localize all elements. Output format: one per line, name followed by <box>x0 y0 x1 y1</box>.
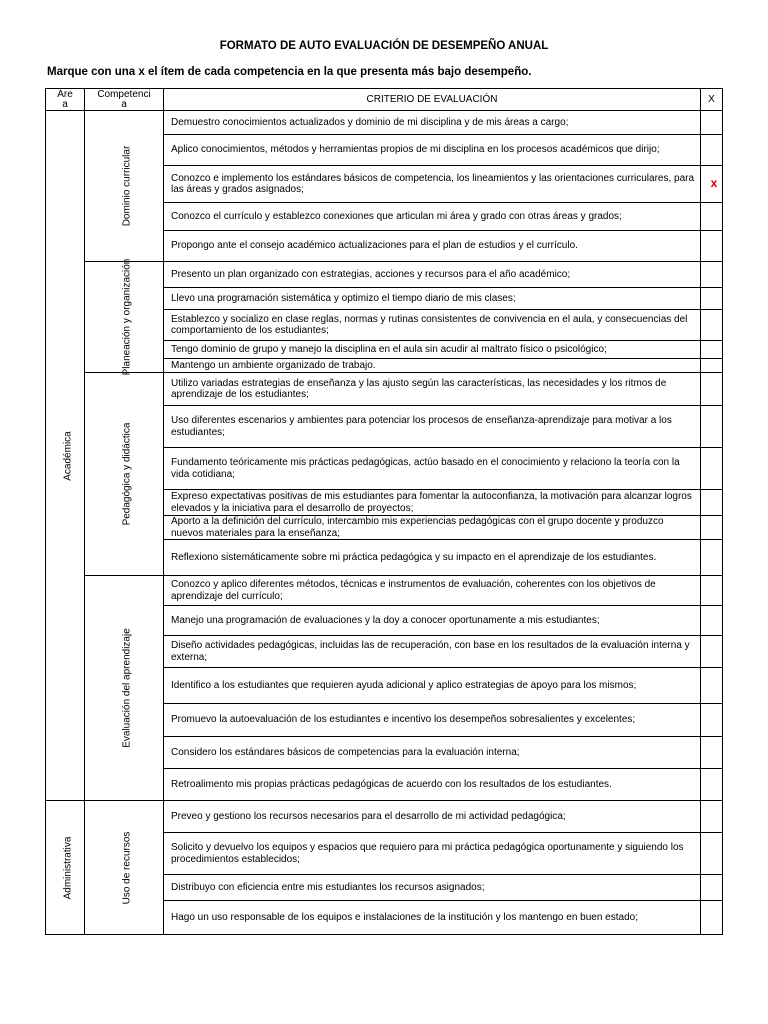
criterion-text: Identifico a los estudiantes que requieren ayuda adicional y aplico estrategias de apoyo para los mismos; <box>164 668 701 704</box>
criterion-text: Considero los estándares básicos de competencias para la evaluación interna; <box>164 737 701 769</box>
competence-label: Dominio curricular <box>120 145 132 227</box>
mark-cell[interactable] <box>701 516 723 540</box>
criterion-text: Conozco el currículo y establezco conexiones que articulan mi área y grado con otras áreas y grados; <box>164 203 701 231</box>
criterion-text: Fundamento teóricamente mis prácticas pedagógicas, actúo basado en el conocimiento y relaciono la teoría con la vida cotidiana; <box>164 448 701 490</box>
instructions-text: Marque con una x el ítem de cada competencia en la que presenta más bajo desempeño. <box>47 66 532 78</box>
competence-cell <box>85 258 164 376</box>
criterion-text: Establezco y socializo en clase reglas, normas y rutinas consistentes de convivencia en el aula, y consecuencias del comportamiento de los estudiantes; <box>164 310 701 341</box>
criterion-text: Retroalimento mis propias prácticas pedagógicas de acuerdo con los resultados de los estudiantes. <box>164 769 701 801</box>
competence-label: Uso de recursos <box>120 831 132 904</box>
criterion-header: CRITERIO DE EVALUACIÓN <box>164 89 701 111</box>
mark-cell[interactable] <box>701 668 723 704</box>
criterion-text: Presento un plan organizado con estrategias, acciones y recursos para el año académico; <box>164 262 701 288</box>
competence-label: Planeación y organización <box>120 258 132 376</box>
mark-cell[interactable] <box>701 833 723 875</box>
criterion-text: Expreso expectativas positivas de mis estudiantes para fomentar la autoconfianza, la motivación para alcanzar logros elevados y la iniciativa para el desarrollo de proyectos; <box>164 490 701 516</box>
criterion-text: Reflexiono sistemáticamente sobre mi práctica pedagógica y su impacto en el aprendizaje de los estudiantes. <box>164 540 701 576</box>
mark-header: X <box>701 89 723 111</box>
header-row <box>46 89 723 111</box>
competence-cell <box>85 111 164 262</box>
mark-cell[interactable] <box>701 540 723 576</box>
mark-cell[interactable] <box>701 875 723 901</box>
competence-header <box>85 89 164 111</box>
mark-cell[interactable]: x <box>701 166 723 203</box>
area-label: Académica <box>61 430 73 481</box>
competence-label: Evaluación del aprendizaje <box>120 628 132 748</box>
area-label: Administrativa <box>61 836 73 899</box>
mark-cell[interactable] <box>701 737 723 769</box>
mark-cell[interactable] <box>701 341 723 359</box>
mark-cell[interactable] <box>701 448 723 490</box>
competence-cell <box>85 373 164 576</box>
table-body <box>46 111 723 935</box>
mark-cell[interactable] <box>701 288 723 310</box>
mark-cell[interactable] <box>701 111 723 135</box>
mark-cell[interactable] <box>701 606 723 636</box>
criterion-text: Conozco y aplico diferentes métodos, técnicas e instrumentos de evaluación, coherentes con los objetivos de aprendizaje del currículo; <box>164 576 701 606</box>
criterion-text: Aporto a la definición del currículo, intercambio mis experiencias pedagógicas con el grupo docente y produzco nuevos materiales para la enseñanza; <box>164 516 701 540</box>
mark-cell[interactable] <box>701 373 723 406</box>
mark-cell[interactable] <box>701 801 723 833</box>
criterion-text: Tengo dominio de grupo y manejo la disciplina en el aula sin acudir al maltrato físico o psicológico; <box>164 341 701 359</box>
mark-cell[interactable] <box>701 406 723 448</box>
criterion-text: Propongo ante el consejo académico actualizaciones para el plan de estudios y el currículo. <box>164 231 701 262</box>
mark-cell[interactable] <box>701 262 723 288</box>
table-row <box>46 111 723 135</box>
mark-cell[interactable] <box>701 135 723 166</box>
mark-cell[interactable] <box>701 490 723 516</box>
mark-cell[interactable] <box>701 704 723 737</box>
criterion-text: Preveo y gestiono los recursos necesarios para el desarrollo de mi actividad pedagógica; <box>164 801 701 833</box>
mark-cell[interactable] <box>701 203 723 231</box>
criterion-text: Mantengo un ambiente organizado de trabajo. <box>164 359 701 373</box>
document-title: FORMATO DE AUTO EVALUACIÓN DE DESEMPEÑO ANUAL <box>219 40 549 52</box>
criterion-text: Llevo una programación sistemática y optimizo el tiempo diario de mis clases; <box>164 288 701 310</box>
criterion-text: Hago un uso responsable de los equipos e instalaciones de la institución y los mantengo en buen estado; <box>164 901 701 935</box>
competence-header-line1: Competenci <box>97 88 151 100</box>
competence-cell <box>85 576 164 801</box>
area-header-line1: Áre <box>57 88 73 100</box>
mark-cell[interactable] <box>701 769 723 801</box>
mark-cell[interactable] <box>701 231 723 262</box>
mark-cell[interactable] <box>701 576 723 606</box>
area-cell <box>46 801 85 935</box>
competence-cell <box>85 801 164 935</box>
table-row <box>46 801 723 833</box>
criterion-text: Demuestro conocimientos actualizados y dominio de mi disciplina y de mis áreas a cargo; <box>164 111 701 135</box>
mark-cell[interactable] <box>701 310 723 341</box>
mark-cell[interactable] <box>701 359 723 373</box>
criterion-text: Manejo una programación de evaluaciones y la doy a conocer oportunamente a mis estudiantes; <box>164 606 701 636</box>
competence-header-line2: a <box>121 98 127 110</box>
criterion-text: Uso diferentes escenarios y ambientes para potenciar los procesos de enseñanza-aprendizaje para motivar a los estudiantes; <box>164 406 701 448</box>
criterion-text: Utilizo variadas estrategias de enseñanza y las ajusto según las características, las necesidades y los ritmos de aprendizaje de los estudiantes; <box>164 373 701 406</box>
criterion-text: Conozco e implemento los estándares básicos de competencia, los lineamientos y las orientaciones curriculares, para las áreas y grados asignados; <box>164 166 701 203</box>
mark-cell[interactable] <box>701 901 723 935</box>
table-row <box>46 576 723 606</box>
competence-label: Pedagógica y didáctica <box>120 422 132 526</box>
mark-cell[interactable] <box>701 636 723 668</box>
table-row <box>46 262 723 288</box>
area-cell <box>46 111 85 801</box>
criterion-text: Distribuyo con eficiencia entre mis estudiantes los recursos asignados; <box>164 875 701 901</box>
criterion-text: Diseño actividades pedagógicas, incluidas las de recuperación, con base en los resultados de la evaluación interna y externa; <box>164 636 701 668</box>
area-header <box>46 89 85 111</box>
criterion-text: Aplico conocimientos, métodos y herramientas propios de mi disciplina en los procesos académicos que dirijo; <box>164 135 701 166</box>
table-row <box>46 373 723 406</box>
criterion-text: Promuevo la autoevaluación de los estudiantes e incentivo los desempeños sobresalientes y excelentes; <box>164 704 701 737</box>
evaluation-table <box>45 88 723 935</box>
criterion-text: Solicito y devuelvo los equipos y espacios que requiero para mi práctica pedagógica oportunamente y siguiendo los procedimientos establecidos; <box>164 833 701 875</box>
area-header-line2: a <box>62 98 68 110</box>
